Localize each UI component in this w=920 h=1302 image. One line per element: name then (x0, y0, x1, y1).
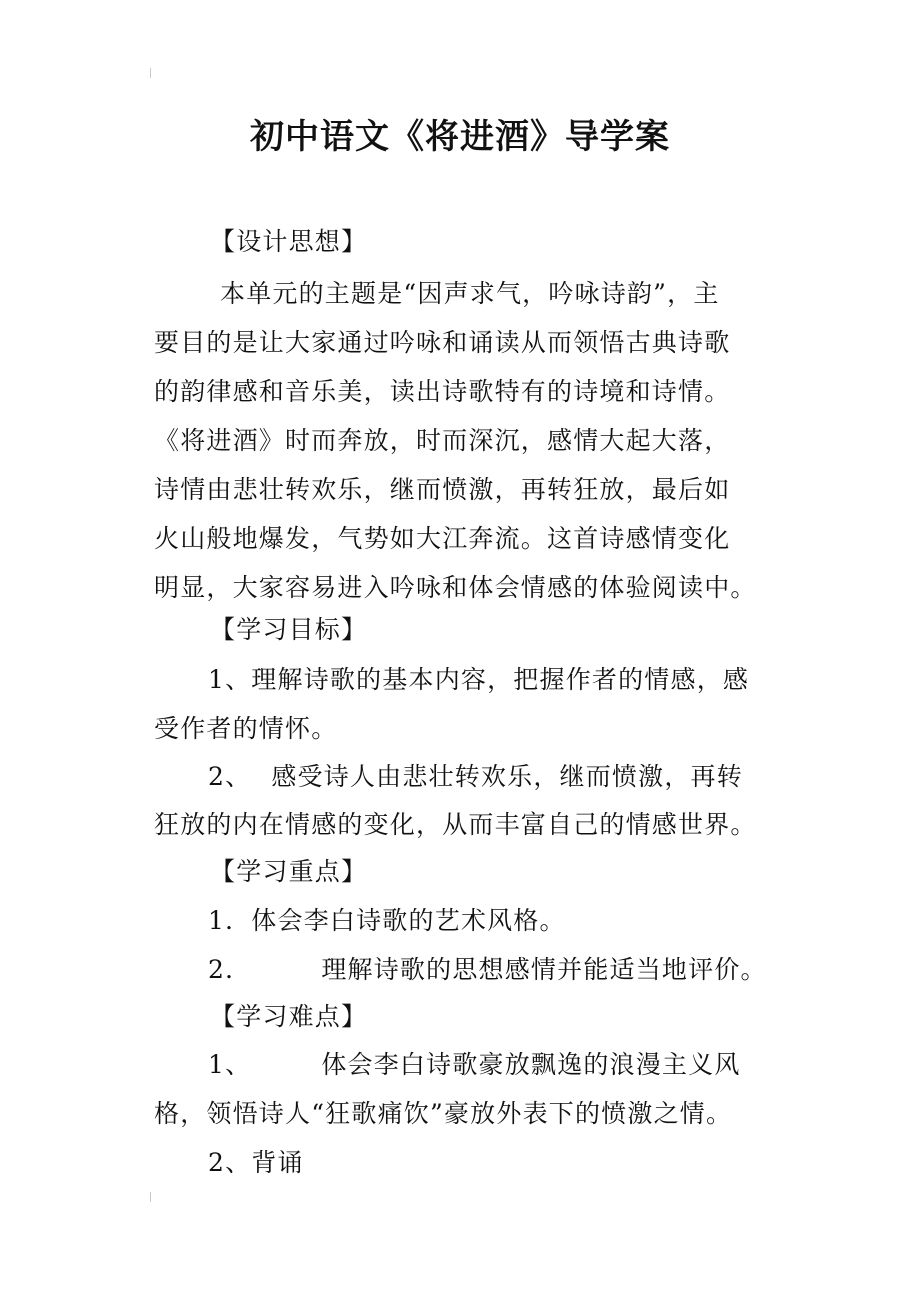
design-line-7: 明显，大家容易进入吟咏和体会情感的体验阅读中。 (154, 573, 757, 602)
focus-item-2-text: 理解诗歌的思想感情并能适当地评价。 (321, 955, 767, 984)
scan-corner-mark-top (150, 68, 155, 78)
goal-2-text: 感受诗人由悲壮转欢乐，继而愤激，再转 (271, 762, 743, 791)
focus-item-1: 1．体会李白诗歌的艺术风格。 (208, 906, 566, 935)
goal-2-line-2: 狂放的内在情感的变化，从而丰富自己的情感世界。 (154, 810, 757, 839)
difficulty-1-line-2: 格，领悟诗人“狂歌痛饮”豪放外表下的愤激之情。 (154, 1099, 733, 1128)
design-line-2: 要目的是让大家通过吟咏和诵读从而领悟古典诗歌 (154, 328, 731, 357)
design-heading: 【设计思想】 (210, 227, 368, 256)
document-title: 初中语文《将进酒》导学案 (250, 117, 670, 157)
difficulty-item-2: 2、背诵 (208, 1148, 304, 1177)
design-line-3: 的韵律感和音乐美，读出诗歌特有的诗境和诗情。 (154, 377, 731, 406)
focus-heading: 【学习重点】 (210, 857, 368, 886)
goal-2-line-1 (208, 757, 743, 797)
design-line-6: 火山般地爆发，气势如大江奔流。这首诗感情变化 (154, 524, 731, 553)
difficulty-1-text: 体会李白诗歌豪放飘逸的浪漫主义风 (321, 1050, 741, 1079)
scan-corner-mark-bottom (150, 1192, 155, 1202)
difficulty-1-line-1 (208, 1045, 741, 1085)
difficulty-1-number: 1、 (208, 1050, 252, 1079)
goal-1-line-2: 受作者的情怀。 (154, 714, 338, 743)
goal-1-line-1: 1、理解诗歌的基本内容，把握作者的情感，感 (208, 665, 750, 694)
focus-item-2-number: 2． (208, 955, 252, 984)
goal-2-number: 2、 (208, 762, 252, 791)
design-line-5: 诗情由悲壮转欢乐，继而愤激，再转狂放，最后如 (154, 475, 731, 504)
design-line-4: 《将进酒》时而奔放，时而深沉，感情大起大落， (154, 426, 731, 455)
design-line-1: 本单元的主题是“因声求气，吟咏诗韵”，主 (220, 279, 720, 308)
goals-heading: 【学习目标】 (210, 615, 368, 644)
difficulty-heading: 【学习难点】 (210, 1002, 368, 1031)
focus-item-2 (208, 950, 767, 990)
